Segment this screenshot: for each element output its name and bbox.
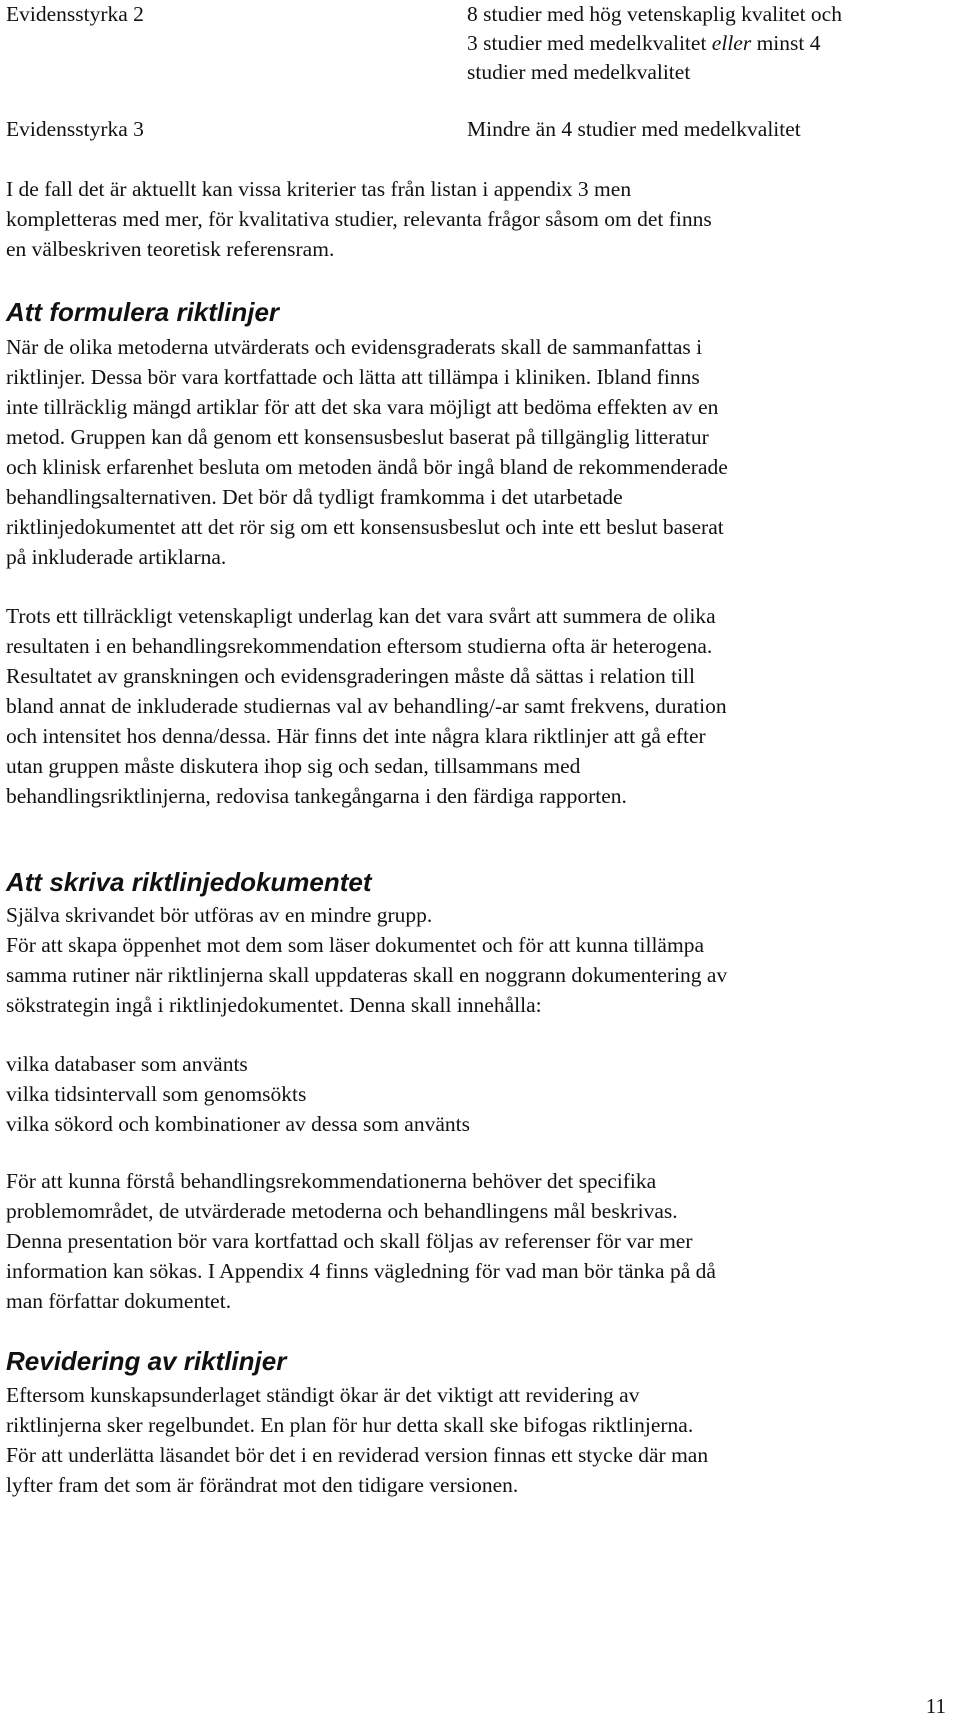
text-line: och intensitet hos denna/dessa. Här finns det inte några klara riktlinjer att gå efter — [6, 724, 706, 748]
text-line: inte tillräcklig mängd artiklar för att det ska vara möjligt att bedöma effekten av en — [6, 395, 719, 419]
text-line: information kan sökas. I Appendix 4 finns vägledning för vad man bör tänka på då — [6, 1259, 716, 1283]
section-heading-att-formulera-riktlinjer: Att formulera riktlinjer — [6, 297, 280, 327]
text-line: I de fall det är aktuellt kan vissa kriterier tas från listan i appendix 3 men — [6, 177, 632, 201]
text-line: och klinisk erfarenhet besluta om metoden ändå bör ingå bland de rekommenderade — [6, 455, 728, 479]
text-line: på inkluderade artiklarna. — [6, 545, 227, 569]
text-line: riktlinjer. Dessa bör vara kortfattade och lätta att tillämpa i kliniken. Ibland finns — [6, 365, 700, 389]
text-line: bland annat de inkluderade studiernas val av behandling/-ar samt frekvens, duration — [6, 694, 727, 718]
page-number: 11 — [925, 1694, 946, 1718]
text-line: behandlingsriktlinjerna, redovisa tankegångarna i den färdiga rapporten. — [6, 784, 627, 808]
section-heading-revidering-av-riktlinjer: Revidering av riktlinjer — [6, 1346, 287, 1376]
evidence-level-2-text-line: 8 studier med hög vetenskaplig kvalitet och — [467, 2, 842, 26]
text-line: riktlinjerna sker regelbundet. En plan för hur detta skall ske bifogas riktlinjerna. — [6, 1413, 694, 1437]
text-line: När de olika metoderna utvärderats och evidensgraderats skall de sammanfattas i — [6, 335, 703, 359]
text-line: riktlinjedokumentet att det rör sig om ett konsensusbeslut och inte ett beslut baserat — [6, 515, 724, 539]
list-item: vilka databaser som använts — [6, 1052, 248, 1076]
text-line: För att skapa öppenhet mot dem som läser dokumentet och för att kunna tillämpa — [6, 933, 704, 957]
text-line: Eftersom kunskapsunderlaget ständigt ökar är det viktigt att revidering av — [6, 1383, 640, 1407]
text-line: Trots ett tillräckligt vetenskapligt underlag kan det vara svårt att summera de olika — [6, 604, 716, 628]
evidence-level-2-text-line: studier med medelkvalitet — [467, 60, 691, 84]
text-line: samma rutiner när riktlinjerna skall uppdateras skall en noggrann dokumentering av — [6, 963, 728, 987]
text-line: Själva skrivandet bör utföras av en mindre grupp. — [6, 903, 433, 927]
text-line: man författar dokumentet. — [6, 1289, 232, 1313]
text-line: För att kunna förstå behandlingsrekommendationerna behöver det specifika — [6, 1169, 657, 1193]
evidence-level-2-text-line: 3 studier med medelkvalitet eller minst 4 — [467, 31, 821, 55]
text-line: behandlingsalternativen. Det bör då tydligt framkomma i det utarbetade — [6, 485, 623, 509]
text-line: Denna presentation bör vara kortfattad och skall följas av referenser för var mer — [6, 1229, 693, 1253]
text-line: kompletteras med mer, för kvalitativa studier, relevanta frågor såsom om det finns — [6, 207, 712, 231]
evidence-level-3-label: Evidensstyrka 3 — [6, 117, 144, 141]
text-line: en välbeskriven teoretisk referensram. — [6, 237, 335, 261]
list-item: vilka sökord och kombinationer av dessa som använts — [6, 1112, 470, 1136]
text-line: utan gruppen måste diskutera ihop sig och sedan, tillsammans med — [6, 754, 581, 778]
list-item: vilka tidsintervall som genomsökts — [6, 1082, 307, 1106]
emphasis-eller: eller — [711, 31, 752, 55]
text-line: sökstrategin ingå i riktlinjedokumentet. Denna skall innehålla: — [6, 993, 542, 1017]
text-line: problemområdet, de utvärderade metoderna och behandlingens mål beskrivas. — [6, 1199, 678, 1223]
evidence-level-3-text: Mindre än 4 studier med medelkvalitet — [467, 117, 801, 141]
text-line: resultaten i en behandlingsrekommendation eftersom studierna ofta är heterogena. — [6, 634, 713, 658]
text-line: Resultatet av granskningen och evidensgraderingen måste då sättas i relation till — [6, 664, 695, 688]
text-line: För att underlätta läsandet bör det i en reviderad version finnas ett stycke där man — [6, 1443, 709, 1467]
text-line: lyfter fram det som är förändrat mot den tidigare versionen. — [6, 1473, 519, 1497]
evidence-level-2-label: Evidensstyrka 2 — [6, 2, 144, 26]
section-heading-att-skriva-riktlinjedokumentet: Att skriva riktlinjedokumentet — [6, 867, 372, 897]
text-line: metod. Gruppen kan då genom ett konsensusbeslut baserat på tillgänglig litteratur — [6, 425, 709, 449]
